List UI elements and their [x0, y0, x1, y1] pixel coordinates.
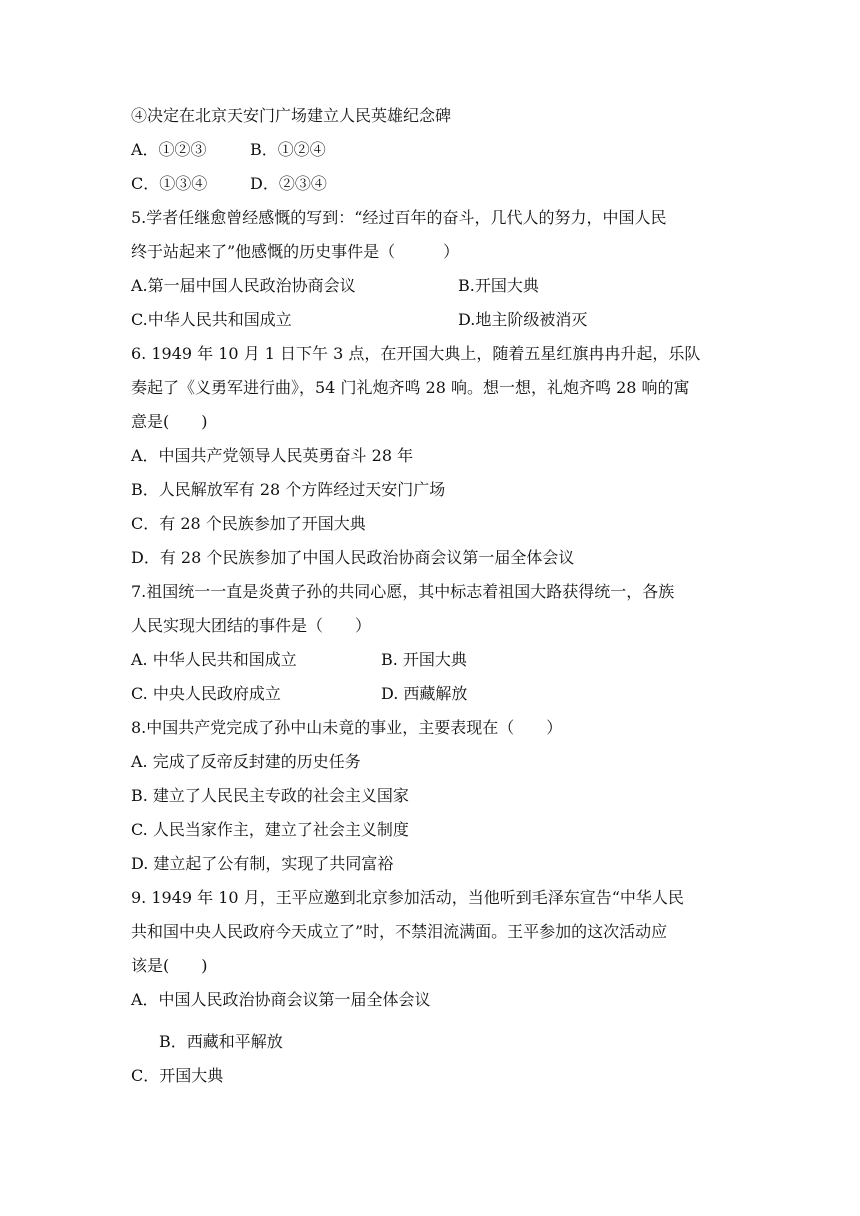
q5-option-a: A.第一届中国人民政治协商会议	[131, 276, 356, 295]
q5-option-c: C.中华人民共和国成立	[131, 310, 292, 329]
q5-option-d: D.地主阶级被消灭	[458, 310, 588, 329]
q7-option-a: A. 中华人民共和国成立	[131, 650, 297, 669]
q6-option-d: D．有 28 个民族参加了中国人民政治协商会议第一届全体会议	[131, 548, 575, 567]
q6-stem-line-2: 奏起了《义勇军进行曲》，54 门礼炮齐鸣 28 响。想一想，礼炮齐鸣 28 响的寓	[131, 378, 690, 397]
q6-stem-line-1: 6. 1949 年 10 月 1 日下午 3 点，在开国大典上，随着五星红旗冉冉升起，乐队	[131, 344, 701, 363]
q9-stem-line-2: 共和国中央人民政府今天成立了”时，不禁泪流满面。王平参加的这次活动应	[131, 922, 668, 941]
q4-option-b: B．①②④	[250, 140, 326, 159]
q4-option-d: D．②③④	[250, 174, 327, 193]
q9-stem-line-1: 9. 1949 年 10 月，王平应邀到北京参加活动，当他听到毛泽东宣告“中华人民	[131, 888, 684, 907]
q5-stem-line-1: 5.学者任继愈曾经感慨的写到：“经过百年的奋斗，几代人的努力，中国人民	[131, 208, 667, 227]
q4-item-4: ④决定在北京天安门广场建立人民英雄纪念碑	[131, 106, 452, 125]
q8-option-c: C. 人民当家作主，建立了社会主义制度	[131, 820, 409, 839]
q4-option-c: C．①③④	[131, 174, 208, 193]
q8-option-a: A. 完成了反帝反封建的历史任务	[131, 752, 361, 771]
q7-option-d: D. 西藏解放	[381, 684, 468, 703]
q9-option-c: C．开国大典	[131, 1066, 224, 1085]
q8-stem-line-1: 8.中国共产党完成了孙中山未竟的事业，主要表现在（ ）	[131, 718, 563, 737]
q6-stem-line-3: 意是( )	[131, 412, 208, 431]
q8-option-b: B. 建立了人民民主专政的社会主义国家	[131, 786, 409, 805]
q8-option-d: D. 建立起了公有制，实现了共同富裕	[131, 854, 394, 873]
q9-option-b: B．西藏和平解放	[159, 1032, 283, 1051]
q5-stem-line-2: 终于站起来了”他感慨的历史事件是（ ）	[131, 242, 460, 261]
q7-stem-line-1: 7.祖国统一一直是炎黄子孙的共同心愿，其中标志着祖国大路获得统一，各族	[131, 582, 675, 601]
q6-option-b: B．人民解放军有 28 个方阵经过天安门广场	[131, 480, 446, 499]
q7-stem-line-2: 人民实现大团结的事件是（ ）	[131, 616, 372, 635]
q5-option-b: B.开国大典	[458, 276, 539, 295]
q9-option-a: A．中国人民政治协商会议第一届全体会议	[131, 990, 431, 1009]
q6-option-c: C．有 28 个民族参加了开国大典	[131, 514, 366, 533]
q4-option-a: A．①②③	[131, 140, 207, 159]
q7-option-c: C. 中央人民政府成立	[131, 684, 281, 703]
q9-stem-line-3: 该是( )	[131, 956, 208, 975]
q7-option-b: B. 开国大典	[381, 650, 467, 669]
q6-option-a: A．中国共产党领导人民英勇奋斗 28 年	[131, 446, 414, 465]
